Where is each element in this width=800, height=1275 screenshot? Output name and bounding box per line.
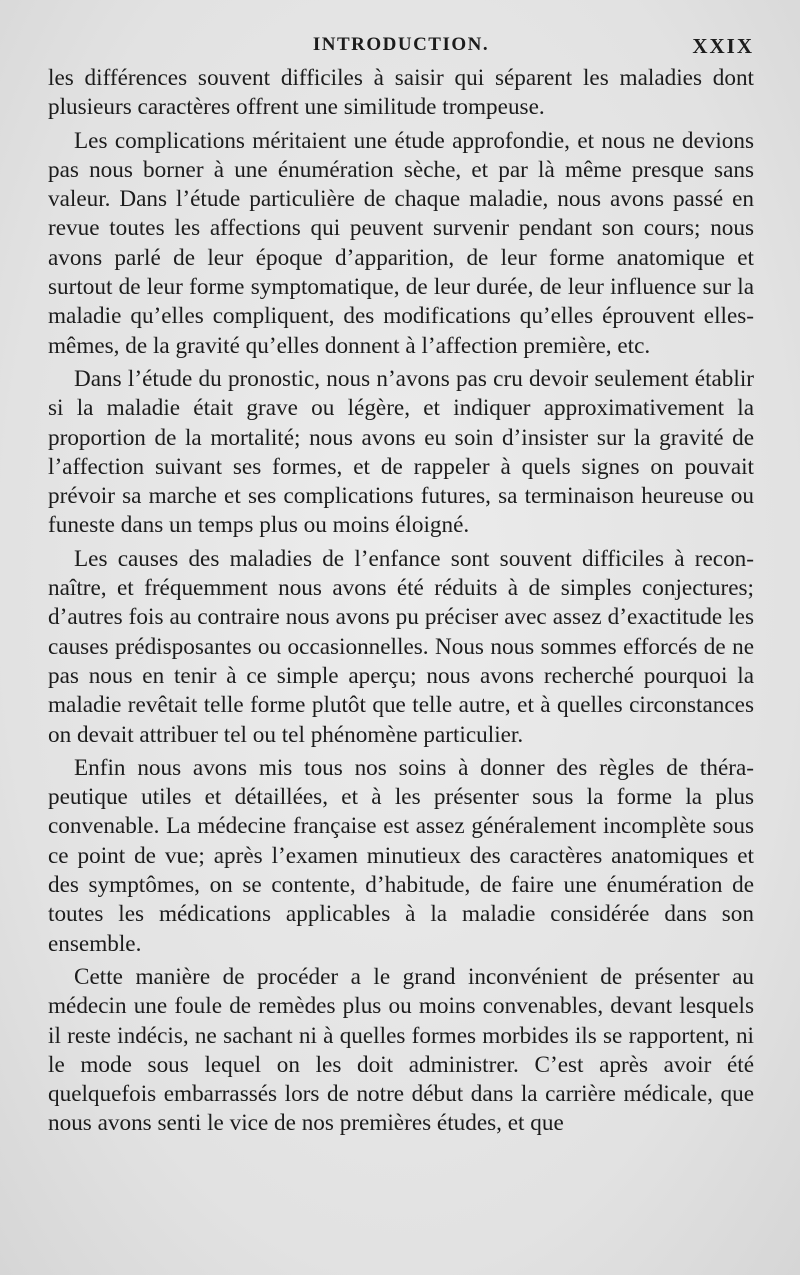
page-header: [48, 30, 754, 64]
book-page: [48, 30, 754, 1139]
paragraph-methode: Cette manière de procéder a le grand inconvénient de présenter au médecin une foule de remèdes plus ou moins convenables, devant lesquels il reste indécis, ne sachant ni à quelles formes morbides ils se rapportent, ni le mode sous lequel on les doit administrer. C’est après avoir été quelquefois embarrassés lors de notre début dans la carrière médicale, que nous avons senti le vice de nos premières études, et que: [48, 963, 754, 1137]
paragraph-pronostic: Dans l’étude du pronostic, nous n’avons pas cru devoir seulement établir si la maladie était grave ou légère, et indiquer approximativement la proportion de la mortalité; nous avons eu soin d’insister sur la gravité de l’affection suivant ses formes, et de rappeler à quels signes on pouvait prévoir sa marche et ses complications futures, sa terminaison heureuse ou funeste dans un temps plus ou moins éloigné.: [48, 365, 754, 539]
paragraph-continuation: les différences souvent difficiles à saisir qui séparent les maladies dont plusieurs caractères offrent une similitude trompeuse.: [48, 65, 754, 121]
paragraph-therapeutique: Enfin nous avons mis tous nos soins à donner des règles de thérapeutique utiles et détaillées, et à les présenter sous la forme la plus convenable. La médecine française est assez généralement incomplète sous ce point de vue; après l’examen minutieux des caractères anatomiques et des symptômes, on se contente, d’habitude, de faire une énumération de toutes les médications applicables à la maladie considérée dans son ensemble.: [48, 754, 754, 957]
body-text: [48, 64, 754, 1139]
paragraph-causes: Les causes des maladies de l’enfance sont souvent difficiles à reconnaître, et fréquemment nous avons été réduits à de simples conjectures; d’autres fois au contraire nous avons pu préciser avec assez d’exactitude les causes prédisposantes ou occasionnelles. Nous nous sommes efforcés de ne pas nous en tenir à ce simple aperçu; nous avons recherché pourquoi la maladie revêtait telle forme plutôt que telle autre, et à quelles circonstances on devait attribuer tel ou tel phénomène particulier.: [48, 545, 754, 748]
page-number: XXIX: [692, 34, 754, 58]
paragraph-complications: Les complications méritaient une étude approfondie, et nous ne devions pas nous borner à une énumération sèche, et par là même presque sans valeur. Dans l’étude particulière de chaque maladie, nous avons passé en revue toutes les affections qui peuvent survenir pendant son cours; nous avons parlé de leur époque d’apparition, de leur forme anatomique et surtout de leur forme symptomatique, de leur durée, de leur influence sur la maladie qu’elles compliquent, des modifications qu’elles éprouvent elles-mêmes, de la gravité qu’elles donnent à l’affection première, etc.: [48, 127, 754, 359]
running-title: INTRODUCTION.: [312, 34, 490, 55]
